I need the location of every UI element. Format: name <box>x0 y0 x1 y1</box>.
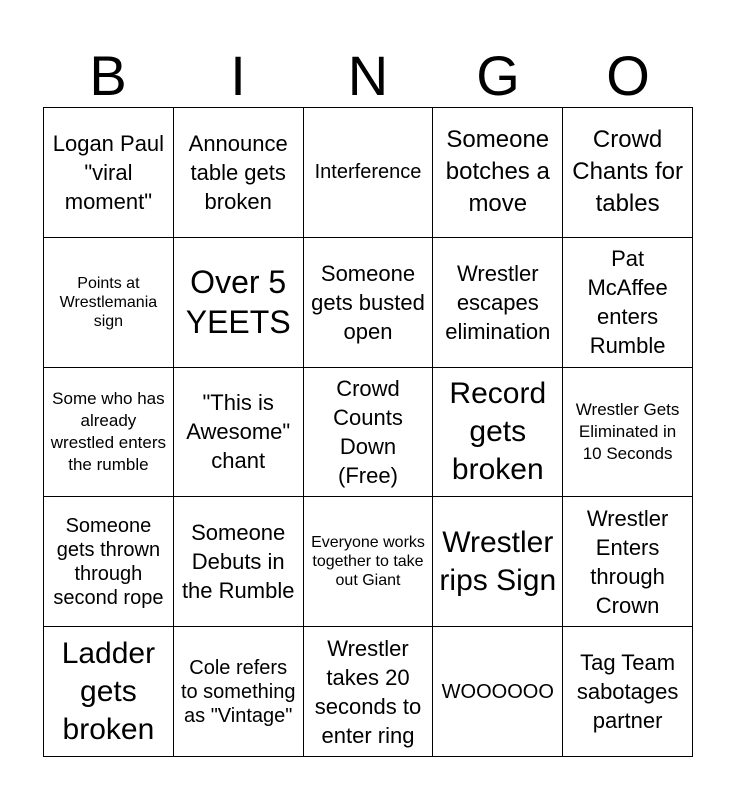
bingo-cell[interactable] <box>433 108 563 238</box>
bingo-cell[interactable] <box>304 627 434 757</box>
bingo-cell[interactable] <box>44 497 174 627</box>
bingo-cell-text: Interference <box>314 161 422 184</box>
bingo-cell[interactable] <box>304 497 434 627</box>
bingo-cell[interactable] <box>433 627 563 757</box>
bingo-cell-text: Someone Debuts in the Rumble <box>181 520 295 604</box>
bingo-cell[interactable] <box>44 368 174 498</box>
bingo-cell[interactable] <box>174 368 304 498</box>
bingo-cell-text: Someone gets thrown through second rope <box>53 514 164 609</box>
bingo-cell[interactable] <box>433 238 563 368</box>
bingo-cell[interactable] <box>44 238 174 368</box>
header-letter-n: N <box>347 44 389 107</box>
bingo-cell-text: Crowd Counts Down (Free) <box>333 375 403 488</box>
bingo-cell-text: Wrestler takes 20 seconds to enter ring <box>314 635 422 748</box>
bingo-cell[interactable] <box>563 497 693 627</box>
bingo-cell[interactable] <box>174 108 304 238</box>
header-letter-g: G <box>476 44 520 107</box>
bingo-board <box>43 107 693 757</box>
bingo-cell[interactable] <box>174 497 304 627</box>
bingo-cell-text: Wrestler rips Sign <box>439 525 557 597</box>
bingo-cell[interactable] <box>44 627 174 757</box>
bingo-cell-text: Logan Paul "viral moment" <box>52 130 165 214</box>
bingo-cell-text: Tag Team sabotages partner <box>576 650 679 734</box>
bingo-cell[interactable] <box>174 238 304 368</box>
header-letter-b: B <box>89 44 127 107</box>
bingo-cell-text: WOOOOOO <box>441 680 554 703</box>
bingo-cell-text: Over 5 YEETS <box>185 264 291 341</box>
bingo-cell-text: Wrestler Enters through Crown <box>586 505 669 618</box>
bingo-cell-text: Points at Wrestlemania sign <box>59 274 158 330</box>
header-letter-o: O <box>606 44 650 107</box>
bingo-cell[interactable] <box>563 627 693 757</box>
bingo-cell-text: Some who has already wrestled enters the rumble <box>50 388 167 474</box>
bingo-header <box>43 44 693 108</box>
bingo-cell[interactable] <box>433 368 563 498</box>
bingo-cell-text: Someone gets busted open <box>311 260 425 344</box>
bingo-cell[interactable] <box>563 108 693 238</box>
bingo-cell-text: Pat McAffee enters Rumble <box>587 246 668 359</box>
bingo-cell-text: Announce table gets broken <box>188 130 288 214</box>
bingo-cell[interactable] <box>433 497 563 627</box>
bingo-cell-text: Someone botches a move <box>445 126 550 218</box>
bingo-cell[interactable] <box>44 108 174 238</box>
bingo-cell-text: Wrestler Gets Eliminated in 10 Seconds <box>575 399 680 463</box>
bingo-cell[interactable] <box>304 108 434 238</box>
bingo-cell-text: Ladder gets broken <box>61 636 156 746</box>
bingo-cell-text: Cole refers to something as "Vintage" <box>180 656 296 727</box>
bingo-cell[interactable] <box>563 368 693 498</box>
bingo-cell-text: Crowd Chants for tables <box>572 126 683 218</box>
bingo-cell-text: "This is Awesome" chant <box>186 390 291 474</box>
bingo-cell-text: Record gets broken <box>449 376 547 486</box>
header-letter-i: I <box>230 44 246 107</box>
bingo-cell[interactable] <box>174 627 304 757</box>
bingo-cell-text: Everyone works together to take out Giant <box>311 534 425 590</box>
bingo-cell-text: Wrestler escapes elimination <box>445 260 551 344</box>
bingo-cell[interactable] <box>563 238 693 368</box>
bingo-cell[interactable] <box>304 238 434 368</box>
bingo-cell[interactable] <box>304 368 434 498</box>
